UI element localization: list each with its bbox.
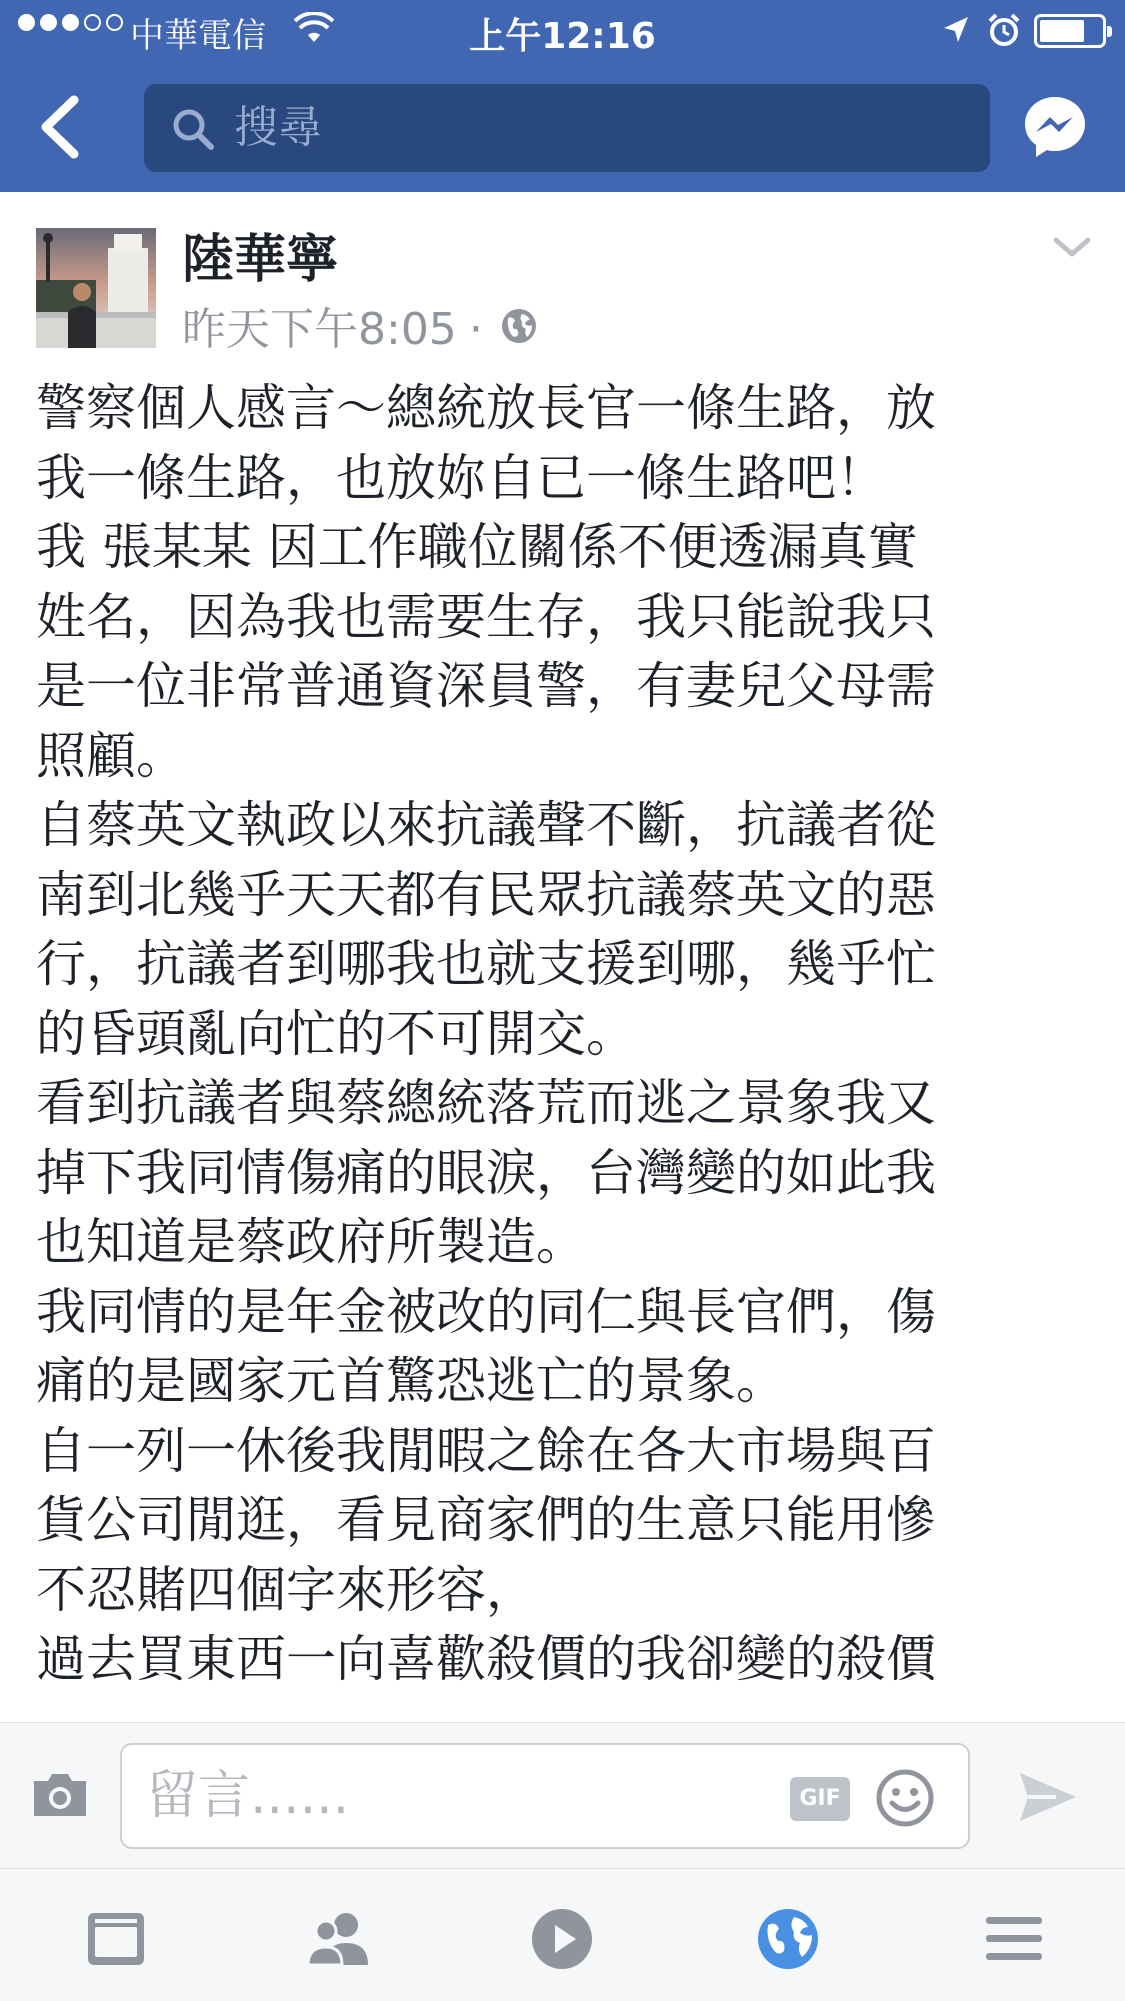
search-placeholder: 搜尋 <box>234 102 322 153</box>
post-line: 我同情的是年金被改的同仁與長官們，傷 <box>36 1282 936 1341</box>
tab-notifications[interactable] <box>752 1903 824 1975</box>
author-name[interactable]: 陸華寧 <box>182 230 339 290</box>
post-line: 掉下我同情傷痛的眼淚，台灣變的如此我 <box>36 1143 936 1202</box>
messenger-button[interactable] <box>1022 94 1088 160</box>
notifications-globe-icon <box>752 1903 824 1975</box>
post-line: 南到北幾乎天天都有民眾抗議蔡英文的惡 <box>36 865 936 924</box>
post-line: 行，抗議者到哪我也就支援到哪，幾乎忙 <box>36 935 936 993</box>
tab-menu[interactable] <box>978 1903 1050 1975</box>
post-line: 不忍賭四個字來形容， <box>36 1560 536 1619</box>
send-button[interactable] <box>1016 1769 1080 1829</box>
camera-icon <box>30 1771 90 1819</box>
location-arrow-icon <box>940 14 972 55</box>
battery-icon <box>1034 14 1106 48</box>
back-button[interactable] <box>34 92 94 162</box>
post-line: 自一列一休後我閒暇之餘在各大市場與百 <box>36 1421 936 1480</box>
post-line: 的昏頭亂向忙的不可開交。 <box>36 1004 636 1063</box>
post-line: 痛的是國家元首驚恐逃亡的景象。 <box>36 1352 786 1410</box>
status-bar <box>0 0 1125 62</box>
tab-bar <box>0 1868 1125 2001</box>
post-line: 我一條生路，也放妳自已一條生路吧！ <box>36 448 886 507</box>
post-line: 自蔡英文執政以來抗議聲不斷，抗議者從 <box>36 796 936 854</box>
search-input[interactable] <box>144 84 990 172</box>
news-feed-icon <box>80 1903 152 1975</box>
comment-placeholder: 留言...... <box>146 1766 350 1826</box>
video-icon <box>526 1903 598 1975</box>
carrier-name: 中華電信 <box>130 16 266 56</box>
gif-button[interactable]: GIF <box>790 1777 850 1821</box>
post-line: 過去買東西一向喜歡殺價的我卻變的殺價 <box>36 1630 936 1688</box>
avatar[interactable] <box>36 228 156 348</box>
friends-icon <box>302 1903 374 1975</box>
post-line: 貨公司閒逛，看見商家們的生意只能用慘 <box>36 1491 936 1549</box>
post <box>0 192 1125 1722</box>
post-line: 姓名，因為我也需要生存，我只能說我只 <box>36 587 936 646</box>
tab-news-feed[interactable] <box>80 1903 152 1975</box>
post-timestamp[interactable]: 昨天下午8:05 <box>182 304 457 355</box>
post-line: 警察個人感言～總統放長官一條生路，放 <box>36 379 936 437</box>
post-meta <box>182 300 539 360</box>
post-line: 我 張某某 因工作職位關係不便透漏真實 <box>36 518 918 576</box>
top-bar <box>0 0 1125 192</box>
status-time: 上午12:16 <box>469 16 656 57</box>
post-line: 看到抗議者與蔡總統落荒而逃之景象我又 <box>36 1074 936 1132</box>
post-options-chevron-icon[interactable] <box>1052 232 1092 266</box>
post-line: 照顧。 <box>36 726 186 785</box>
send-icon <box>1016 1769 1080 1825</box>
meta-separator: · <box>468 304 483 355</box>
emoji-button[interactable] <box>874 1767 936 1833</box>
camera-button[interactable] <box>30 1771 90 1823</box>
globe-icon <box>499 304 539 360</box>
post-line: 也知道是蔡政府所製造。 <box>36 1213 586 1271</box>
tab-friends[interactable] <box>302 1903 374 1975</box>
search-icon <box>170 106 216 156</box>
menu-icon <box>978 1903 1050 1975</box>
emoji-icon <box>874 1767 936 1829</box>
alarm-icon <box>986 12 1022 57</box>
back-chevron-icon <box>34 92 94 162</box>
post-body <box>36 374 1096 1695</box>
tab-video[interactable] <box>526 1903 598 1975</box>
comment-input[interactable] <box>120 1743 970 1849</box>
messenger-icon <box>1022 94 1088 160</box>
comment-bar <box>0 1722 1125 1868</box>
post-line: 是一位非常普通資深員警，有妻兒父母需 <box>36 657 936 715</box>
